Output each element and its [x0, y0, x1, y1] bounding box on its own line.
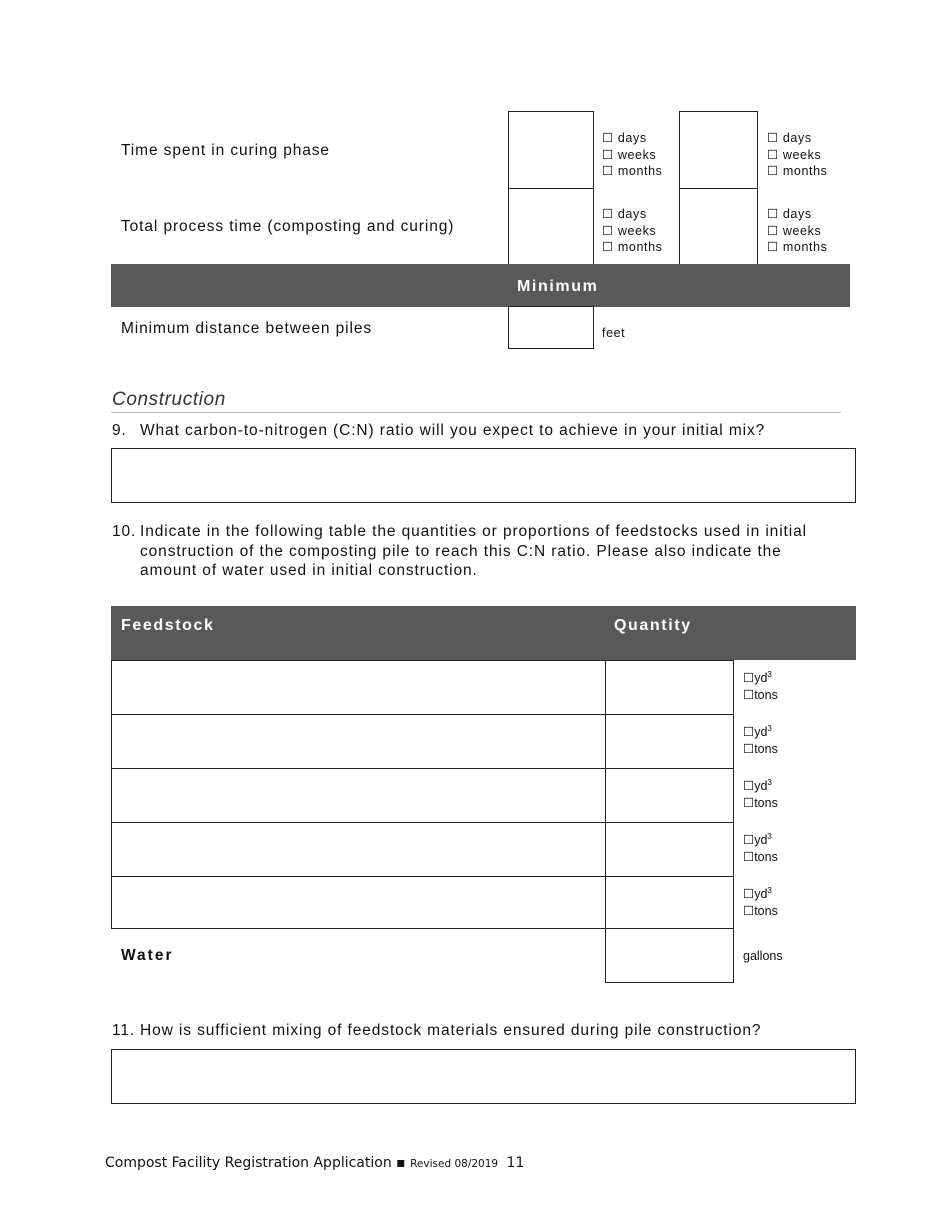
- unit-days-checkbox[interactable]: ☐ days: [602, 131, 647, 145]
- question-10-line: amount of water used in initial construction.: [140, 562, 478, 579]
- unit-yd3-checkbox[interactable]: [743, 724, 778, 741]
- curing-time-max-input[interactable]: [679, 111, 758, 189]
- feedstock-unit-options: [743, 832, 778, 866]
- question-9-text: What carbon-to-nitrogen (C:N) ratio will you expect to achieve in your initial mix?: [140, 422, 766, 439]
- min-distance-input[interactable]: [508, 306, 594, 349]
- unit-tons-checkbox[interactable]: ☐tons: [743, 904, 778, 918]
- total-time-max-input[interactable]: [679, 188, 758, 265]
- unit-weeks-checkbox[interactable]: ☐ weeks: [767, 223, 822, 238]
- feedstock-unit-options: [743, 778, 778, 812]
- feedstock-column-header: Feedstock: [121, 617, 215, 634]
- feedstock-unit-options: [743, 670, 778, 704]
- footer-title: Compost Facility Registration Application: [105, 1155, 392, 1171]
- unit-yd-exponent: 3: [767, 777, 772, 787]
- unit-tons-checkbox[interactable]: ☐tons: [743, 796, 778, 810]
- unit-yd-exponent: 3: [767, 885, 772, 895]
- feedstock-name-input[interactable]: [111, 822, 606, 877]
- question-10-text: [140, 522, 807, 581]
- unit-weeks-checkbox[interactable]: ☐ weeks: [767, 147, 822, 162]
- total-process-time-label: Total process time (composting and curing): [121, 218, 455, 235]
- footer-separator: ▪: [396, 1155, 406, 1171]
- feedstock-name-input[interactable]: [111, 768, 606, 823]
- unit-yd-text: ☐yd: [743, 725, 768, 739]
- unit-yd-exponent: 3: [767, 723, 772, 733]
- unit-tons-checkbox[interactable]: ☐tons: [743, 742, 778, 756]
- total-time-min-input[interactable]: [508, 188, 594, 265]
- unit-tons-checkbox[interactable]: ☐tons: [743, 850, 778, 864]
- unit-days-checkbox[interactable]: ☐ days: [767, 207, 812, 221]
- water-unit: gallons: [743, 949, 783, 963]
- feedstock-unit-options: [743, 886, 778, 920]
- min-distance-label: Minimum distance between piles: [121, 320, 372, 337]
- unit-days-checkbox[interactable]: ☐ days: [602, 207, 647, 221]
- question-11-number: 11.: [112, 1022, 136, 1039]
- feedstock-quantity-input[interactable]: [605, 768, 734, 823]
- water-quantity-input[interactable]: [605, 928, 734, 983]
- unit-yd-exponent: 3: [767, 831, 772, 841]
- curing-time-min-input[interactable]: [508, 111, 594, 189]
- feedstock-unit-options: [743, 724, 778, 758]
- unit-weeks-checkbox[interactable]: ☐ weeks: [602, 147, 657, 162]
- unit-tons-checkbox[interactable]: ☐tons: [743, 688, 778, 702]
- unit-yd-exponent: 3: [767, 669, 772, 679]
- footer-revised: Revised 08/2019: [410, 1158, 499, 1170]
- water-label: Water: [121, 947, 174, 964]
- question-11-answer-field[interactable]: [111, 1049, 856, 1104]
- feedstock-quantity-input[interactable]: [605, 876, 734, 929]
- unit-yd3-checkbox[interactable]: [743, 778, 778, 795]
- section-divider: [111, 412, 841, 413]
- unit-weeks-checkbox[interactable]: ☐ weeks: [602, 223, 657, 238]
- unit-yd3-checkbox[interactable]: [743, 886, 778, 903]
- feedstock-quantity-input[interactable]: [605, 714, 734, 769]
- minimum-header: Minimum: [517, 278, 599, 295]
- unit-yd-text: ☐yd: [743, 671, 768, 685]
- unit-months-checkbox[interactable]: ☐ months: [767, 240, 828, 254]
- unit-yd-text: ☐yd: [743, 887, 768, 901]
- feedstock-quantity-input[interactable]: [605, 660, 734, 715]
- unit-months-checkbox[interactable]: ☐ months: [602, 240, 663, 254]
- section-title: Construction: [112, 389, 226, 410]
- unit-yd-text: ☐yd: [743, 779, 768, 793]
- total-time-min-units: [602, 206, 662, 256]
- unit-months-checkbox[interactable]: ☐ months: [767, 164, 828, 178]
- question-11-text: How is sufficient mixing of feedstock materials ensured during pile construction?: [140, 1022, 762, 1039]
- feedstock-table-header: [111, 606, 856, 660]
- unit-yd3-checkbox[interactable]: [743, 670, 778, 687]
- question-9-number: 9.: [112, 422, 127, 439]
- question-10-line: construction of the composting pile to reach this C:N ratio. Please also indicate the: [140, 542, 782, 560]
- question-10-number: 10.: [112, 523, 137, 540]
- page-footer: [105, 1155, 524, 1171]
- feedstock-name-input[interactable]: [111, 660, 606, 715]
- unit-months-checkbox[interactable]: ☐ months: [602, 164, 663, 178]
- question-9-answer-field[interactable]: [111, 448, 856, 503]
- curing-time-min-units: [602, 130, 662, 180]
- minimum-header-band: [111, 264, 850, 307]
- curing-time-max-units: [767, 130, 827, 180]
- feedstock-name-input[interactable]: [111, 714, 606, 769]
- footer-page-number: 11: [506, 1155, 525, 1171]
- curing-time-label: Time spent in curing phase: [121, 142, 330, 159]
- unit-yd3-checkbox[interactable]: [743, 832, 778, 849]
- feedstock-quantity-input[interactable]: [605, 822, 734, 877]
- min-distance-unit: feet: [602, 326, 626, 340]
- question-10-line: Indicate in the following table the quantities or proportions of feedstocks used in initial: [140, 523, 807, 540]
- unit-days-checkbox[interactable]: ☐ days: [767, 131, 812, 145]
- feedstock-name-input[interactable]: [111, 876, 606, 929]
- total-time-max-units: [767, 206, 827, 256]
- unit-yd-text: ☐yd: [743, 833, 768, 847]
- quantity-column-header: Quantity: [614, 617, 692, 634]
